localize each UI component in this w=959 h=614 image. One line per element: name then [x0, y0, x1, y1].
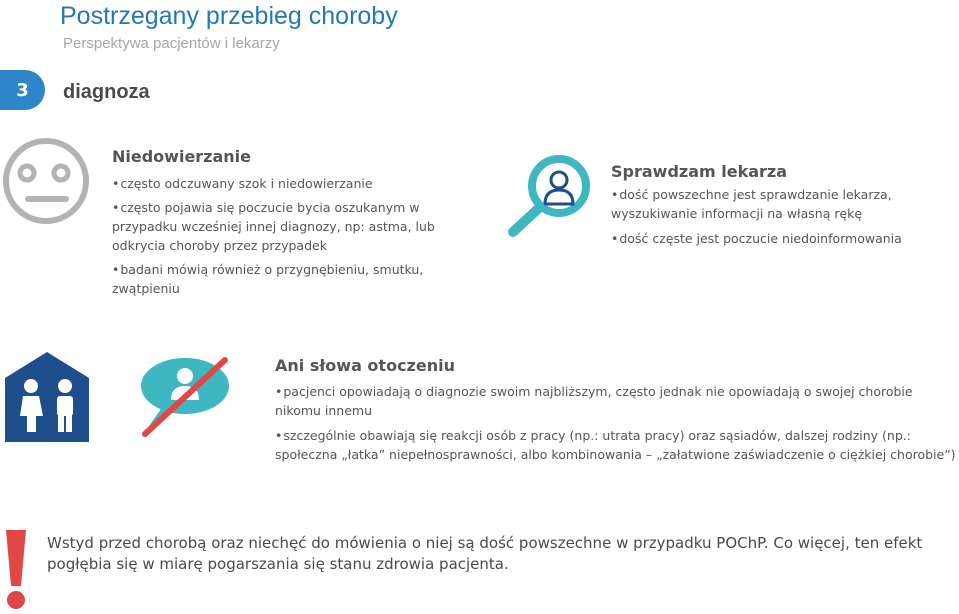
bullet-item: • dość powszechne jest sprawdzanie lekarza, wyszukiwanie informacji na własną rękę: [611, 185, 946, 223]
step-title: diagnoza: [63, 81, 150, 103]
family-house-icon: [5, 352, 89, 442]
no-talking-bubble-icon: [135, 352, 235, 438]
section-heading-ani-slowa-otoczeniu: Ani słowa otoczeniu: [275, 356, 455, 375]
section-heading-niedowierzanie: Niedowierzanie: [112, 147, 252, 166]
bullet-item: • badani mówią również o przygnębieniu, smutku, zwątpieniu: [112, 260, 467, 298]
magnifier-person-icon: [505, 152, 597, 240]
step-number-badge: 3: [0, 70, 45, 110]
section-heading-sprawdzam-lekarza: Sprawdzam lekarza: [611, 162, 788, 181]
section-bullets-ani-slowa-otoczeniu: [275, 382, 957, 464]
bullet-item: • często pojawia się poczucie bycia oszukanym w przypadku wcześniej innej diagnozy, np: astma, lub odkrycia choroby przez przypadek: [112, 198, 467, 255]
bullet-item: • często odczuwany szok i niedowierzanie: [112, 174, 467, 193]
bullet-item: • dość częste jest poczucie niedoinformowania: [611, 229, 946, 248]
footer-note: Wstyd przed chorobą oraz niechęć do mówienia o niej są dość powszechne w przypadku POChP. Co więcej, ten efekt pogłębia się w miarę pogarszania się stanu zdrowia pacjenta.: [47, 534, 923, 573]
page-subtitle: Perspektywa pacjentów i lekarzy: [63, 35, 280, 52]
exclamation-icon: [4, 530, 28, 610]
section-bullets-sprawdzam-lekarza: [611, 185, 946, 248]
bullet-item: • szczególnie obawiają się reakcji osób z pracy (np.: utrata pracy) oraz sąsiadów, dalszej rodziny (np.: społeczna „łatka” niepełnosprawności, albo kombinowania – „załatwione zaświadczenie o ciężkiej chorobie”): [275, 426, 957, 464]
page-title: Postrzegany przebieg choroby: [60, 2, 398, 30]
bullet-item: • pacjenci opowiadają o diagnozie swoim najbliższym, często jednak nie opowiadają o swojej chorobie nikomu innemu: [275, 382, 957, 420]
neutral-face-icon: [0, 135, 92, 227]
section-bullets-niedowierzanie: [112, 174, 467, 298]
